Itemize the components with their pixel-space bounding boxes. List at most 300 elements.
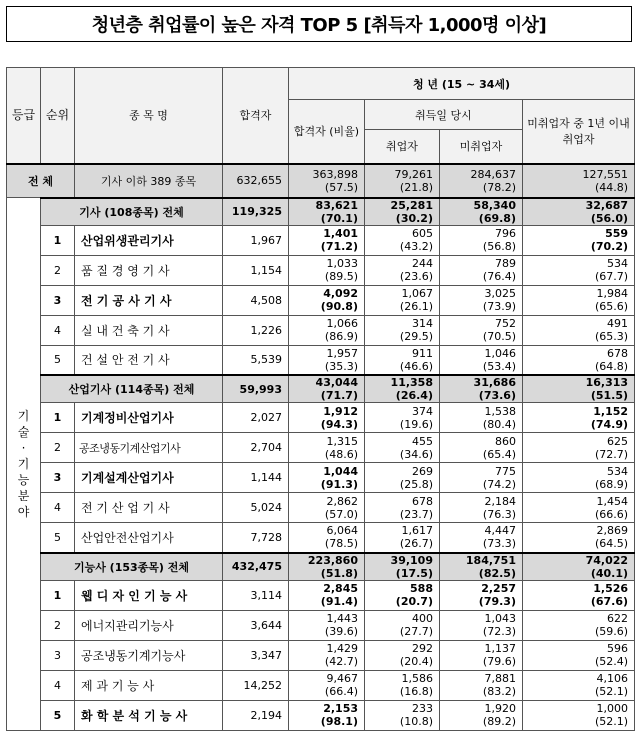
unemp-cell [440, 463, 523, 493]
unemp-cell-pct: (53.4) [482, 359, 516, 373]
item-name: 에너지관리기능사 [75, 610, 223, 640]
emp-cell-value: 400 [412, 612, 433, 625]
later-cell-value: 4,106 [596, 672, 629, 685]
item-name: 공조냉동기계산업기사 [75, 433, 223, 463]
unemp-cell-value: 1,920 [484, 702, 516, 715]
passers-cell: 3,114 [223, 580, 289, 610]
unemp-cell [440, 225, 523, 255]
table-row [7, 493, 635, 523]
group-later [523, 375, 635, 403]
total-name: 기사 이하 389 종목 [75, 164, 223, 198]
group-youth-value: 223,860 [307, 553, 358, 567]
group-emp [365, 553, 440, 581]
emp-cell-pct: (27.7) [399, 625, 433, 638]
emp-cell-value: 588 [410, 582, 433, 595]
table-row [7, 285, 635, 315]
emp-cell [365, 670, 440, 700]
group-unemp-value: 184,751 [465, 553, 516, 567]
later-cell-pct: (64.5) [594, 537, 629, 551]
rank-cell: 4 [41, 315, 75, 345]
emp-cell [365, 255, 440, 285]
later-cell [523, 580, 635, 610]
youth-cell-value: 1,315 [326, 434, 358, 448]
group-youth-value: 83,621 [315, 198, 358, 212]
later-cell [523, 255, 635, 285]
youth-cell [289, 580, 365, 610]
later-cell [523, 700, 635, 730]
emp-cell [365, 493, 440, 523]
table-row [7, 345, 635, 375]
group-row [7, 198, 635, 226]
later-cell [523, 285, 635, 315]
item-name: 실 내 건 축 기 사 [75, 315, 223, 345]
item-name: 웹 디 자 인 기 능 사 [75, 580, 223, 610]
emp-cell [365, 345, 440, 375]
unemp-cell-pct: (74.2) [482, 477, 516, 491]
youth-cell-value: 1,957 [326, 346, 358, 360]
group-unemp [440, 375, 523, 403]
rank-cell: 2 [41, 433, 75, 463]
group-unemp [440, 198, 523, 226]
emp-cell-value: 455 [412, 434, 433, 448]
youth-cell-pct: (57.0) [324, 507, 358, 521]
later-cell [523, 433, 635, 463]
later-cell [523, 315, 635, 345]
unemp-cell-pct: (56.8) [482, 240, 516, 253]
youth-cell-pct: (71.2) [320, 240, 358, 253]
emp-cell-pct: (25.8) [399, 477, 433, 491]
unemp-cell [440, 255, 523, 285]
group-passers: 59,993 [223, 375, 289, 403]
total-row [7, 164, 635, 198]
youth-cell-value: 1,401 [323, 227, 358, 240]
youth-cell [289, 700, 365, 730]
unemp-cell-pct: (73.3) [482, 537, 516, 551]
side-label [7, 198, 41, 731]
rank-cell: 5 [41, 700, 75, 730]
emp-cell [365, 433, 440, 463]
youth-cell-value: 9,467 [326, 672, 358, 685]
emp-cell-value: 269 [412, 464, 433, 478]
youth-cell [289, 255, 365, 285]
later-cell-pct: (59.6) [594, 625, 629, 638]
youth-cell-value: 1,429 [326, 642, 358, 655]
emp-cell [365, 315, 440, 345]
youth-cell-pct: (94.3) [320, 417, 358, 431]
total-unemp [440, 164, 523, 198]
rank-cell: 4 [41, 670, 75, 700]
table-row [7, 670, 635, 700]
group-youth [289, 553, 365, 581]
unemp-cell-pct: (89.2) [482, 715, 516, 728]
unemp-cell [440, 610, 523, 640]
total-unemp-value: 284,637 [470, 167, 516, 181]
unemp-cell-value: 3,025 [484, 287, 516, 300]
total-youth-value: 363,898 [312, 167, 358, 181]
youth-cell-pct: (89.5) [324, 270, 358, 283]
unemp-cell-pct: (72.3) [482, 625, 516, 638]
item-name: 기계설계산업기사 [75, 463, 223, 493]
later-cell-value: 2,869 [596, 524, 629, 538]
later-cell-value: 534 [607, 464, 629, 478]
emp-cell [365, 640, 440, 670]
table-row [7, 403, 635, 433]
youth-cell-pct: (90.8) [320, 300, 358, 313]
item-name: 산업위생관리기사 [75, 225, 223, 255]
total-unemp-pct: (78.2) [482, 180, 516, 194]
later-cell-value: 491 [607, 317, 629, 330]
passers-cell: 2,027 [223, 403, 289, 433]
later-cell-pct: (52.1) [594, 685, 629, 698]
emp-cell-value: 374 [412, 404, 433, 418]
emp-cell-value: 1,067 [401, 287, 433, 300]
later-cell-value: 534 [607, 257, 629, 270]
group-emp-pct: (26.4) [395, 389, 433, 402]
youth-cell-pct: (48.6) [324, 447, 358, 461]
table-row [7, 225, 635, 255]
unemp-cell-value: 1,046 [484, 346, 516, 360]
emp-cell [365, 463, 440, 493]
later-employed-header: 미취업자 중 1년 이내 취업자 [523, 100, 635, 164]
youth-cell [289, 285, 365, 315]
youth-cell-value: 2,845 [323, 582, 358, 595]
passers-cell: 1,144 [223, 463, 289, 493]
emp-cell-value: 314 [412, 317, 433, 330]
group-emp-pct: (30.2) [395, 211, 433, 225]
passers-cell: 14,252 [223, 670, 289, 700]
emp-cell-pct: (20.7) [395, 595, 433, 608]
group-later-pct: (56.0) [590, 211, 629, 225]
unemp-cell [440, 700, 523, 730]
youth-cell-value: 2,862 [326, 494, 358, 508]
group-later [523, 553, 635, 581]
unemp-cell-value: 2,184 [484, 494, 516, 508]
rank-cell: 5 [41, 523, 75, 553]
passers-header: 합격자 [223, 68, 289, 164]
item-name: 화 학 분 석 기 능 사 [75, 700, 223, 730]
later-cell-pct: (72.7) [594, 447, 629, 461]
item-name: 산업안전산업기사 [75, 523, 223, 553]
later-cell-pct: (52.1) [594, 715, 629, 728]
later-cell [523, 463, 635, 493]
group-later-pct: (40.1) [590, 566, 629, 580]
youth-cell-pct: (91.3) [320, 477, 358, 491]
youth-passers-header: 합격자 (비율) [289, 100, 365, 164]
youth-cell-pct: (39.6) [324, 625, 358, 638]
later-cell-pct: (70.2) [590, 240, 629, 253]
page-title: 청년층 취업률이 높은 자격 TOP 5 [취득자 1,000명 이상] [6, 6, 632, 42]
unemp-cell [440, 315, 523, 345]
emp-cell-pct: (26.1) [399, 300, 433, 313]
rank-cell: 3 [41, 640, 75, 670]
passers-cell: 5,539 [223, 345, 289, 375]
item-name: 제 과 기 능 사 [75, 670, 223, 700]
unemp-cell [440, 640, 523, 670]
youth-cell [289, 225, 365, 255]
emp-cell-value: 244 [412, 257, 433, 270]
certification-table [6, 67, 635, 731]
later-cell-value: 1,454 [596, 494, 629, 508]
group-name: 산업기사 (114종목) 전체 [41, 375, 223, 403]
group-emp [365, 375, 440, 403]
total-emp-pct: (21.8) [399, 180, 433, 194]
table-row [7, 315, 635, 345]
total-later-value: 127,551 [582, 167, 629, 181]
table-row [7, 580, 635, 610]
unemp-cell [440, 285, 523, 315]
emp-cell-value: 1,617 [401, 524, 433, 538]
group-youth [289, 198, 365, 226]
later-cell-value: 625 [607, 434, 629, 448]
youth-cell-pct: (42.7) [324, 655, 358, 668]
youth-cell [289, 403, 365, 433]
emp-cell-pct: (43.2) [399, 240, 433, 253]
emp-cell [365, 580, 440, 610]
youth-cell-pct: (98.1) [320, 715, 358, 728]
youth-cell-value: 1,066 [326, 317, 358, 330]
youth-cell-pct: (78.5) [324, 537, 358, 551]
later-cell-value: 622 [607, 612, 629, 625]
item-name: 품 질 경 영 기 사 [75, 255, 223, 285]
youth-cell [289, 610, 365, 640]
rank-cell: 2 [41, 610, 75, 640]
unemp-cell [440, 580, 523, 610]
table-row [7, 700, 635, 730]
unemp-cell-pct: (83.2) [482, 685, 516, 698]
youth-cell-value: 4,092 [323, 287, 358, 300]
emp-cell-pct: (16.8) [399, 685, 433, 698]
unemp-cell [440, 345, 523, 375]
unemp-cell-pct: (70.5) [482, 330, 516, 343]
later-cell-value: 1,526 [593, 582, 629, 595]
rank-cell: 5 [41, 345, 75, 375]
emp-cell-value: 605 [412, 227, 433, 240]
emp-cell-value: 233 [412, 702, 433, 715]
later-cell [523, 225, 635, 255]
later-cell [523, 610, 635, 640]
youth-header: 청 년 (15 ~ 34세) [289, 68, 635, 100]
unemp-cell [440, 670, 523, 700]
total-later-pct: (44.8) [594, 180, 629, 194]
youth-cell [289, 345, 365, 375]
unemp-cell-value: 7,881 [484, 672, 516, 685]
emp-cell [365, 523, 440, 553]
emp-cell-pct: (23.7) [399, 507, 433, 521]
unemp-cell-value: 796 [495, 227, 516, 240]
youth-cell-value: 1,033 [326, 257, 358, 270]
emp-cell-value: 911 [412, 346, 433, 360]
group-later-value: 74,022 [585, 553, 629, 567]
emp-cell [365, 610, 440, 640]
table-row [7, 523, 635, 553]
youth-cell [289, 433, 365, 463]
total-emp-value: 79,261 [394, 167, 433, 181]
table-row [7, 463, 635, 493]
unemp-cell-pct: (79.3) [478, 595, 516, 608]
item-name: 전 기 산 업 기 사 [75, 493, 223, 523]
group-youth-pct: (51.8) [320, 566, 358, 580]
later-cell-pct: (65.6) [594, 300, 629, 313]
youth-cell [289, 640, 365, 670]
passers-cell: 5,024 [223, 493, 289, 523]
later-cell [523, 403, 635, 433]
emp-cell [365, 403, 440, 433]
group-youth-pct: (70.1) [320, 211, 358, 225]
youth-cell-value: 6,064 [326, 524, 358, 538]
emp-cell-value: 678 [412, 494, 433, 508]
total-youth-pct: (57.5) [324, 180, 358, 194]
rank-cell: 3 [41, 463, 75, 493]
later-cell [523, 670, 635, 700]
emp-cell-pct: (29.5) [399, 330, 433, 343]
group-emp-value: 39,109 [390, 553, 433, 567]
youth-cell-value: 1,912 [323, 404, 358, 418]
later-cell-value: 678 [607, 346, 629, 360]
unemployed-header: 미취업자 [440, 130, 523, 164]
passers-cell: 2,704 [223, 433, 289, 463]
later-cell-pct: (66.6) [594, 507, 629, 521]
group-row [7, 375, 635, 403]
group-youth-pct: (71.7) [320, 389, 358, 402]
total-emp [365, 164, 440, 198]
later-cell-value: 1,000 [596, 702, 629, 715]
passers-cell: 2,194 [223, 700, 289, 730]
later-cell-pct: (52.4) [594, 655, 629, 668]
group-row [7, 553, 635, 581]
total-passers: 632,655 [223, 164, 289, 198]
group-emp [365, 198, 440, 226]
unemp-cell-pct: (80.4) [482, 417, 516, 431]
group-later-pct: (51.5) [590, 389, 629, 402]
group-unemp-pct: (69.8) [478, 211, 516, 225]
item-name: 기계정비산업기사 [75, 403, 223, 433]
item-name: 공조냉동기계기능사 [75, 640, 223, 670]
later-cell-value: 559 [605, 227, 629, 240]
youth-cell [289, 463, 365, 493]
passers-cell: 1,967 [223, 225, 289, 255]
group-name: 기사 (108종목) 전체 [41, 198, 223, 226]
rank-cell: 1 [41, 403, 75, 433]
emp-cell-pct: (34.6) [399, 447, 433, 461]
group-unemp-pct: (82.5) [478, 566, 516, 580]
group-later-value: 16,313 [585, 376, 629, 389]
emp-cell [365, 700, 440, 730]
total-label: 전 체 [7, 164, 75, 198]
unemp-cell-value: 4,447 [484, 524, 516, 538]
unemp-cell-pct: (65.4) [482, 447, 516, 461]
emp-cell-pct: (19.6) [399, 417, 433, 431]
unemp-cell-pct: (76.3) [482, 507, 516, 521]
rank-cell: 1 [41, 225, 75, 255]
later-cell-pct: (74.9) [590, 417, 629, 431]
unemp-cell-value: 1,538 [484, 404, 516, 418]
later-cell-value: 1,152 [593, 404, 629, 418]
passers-cell: 3,644 [223, 610, 289, 640]
total-later [523, 164, 635, 198]
youth-cell [289, 493, 365, 523]
unemp-cell [440, 433, 523, 463]
youth-cell-value: 1,044 [323, 464, 358, 478]
emp-cell-value: 292 [412, 642, 433, 655]
emp-cell [365, 285, 440, 315]
group-unemp-value: 31,686 [473, 376, 516, 389]
passers-cell: 1,226 [223, 315, 289, 345]
unemp-cell [440, 523, 523, 553]
rank-cell: 4 [41, 493, 75, 523]
side-label-text: 기술·기능 분야 [17, 408, 30, 519]
emp-cell-pct: (46.6) [399, 359, 433, 373]
later-cell-pct: (68.9) [594, 477, 629, 491]
emp-cell-value: 1,586 [401, 672, 433, 685]
group-youth-value: 43,044 [315, 376, 358, 389]
emp-cell-pct: (10.8) [399, 715, 433, 728]
later-cell [523, 523, 635, 553]
later-cell [523, 493, 635, 523]
unemp-cell-value: 860 [495, 434, 516, 448]
later-cell-pct: (67.6) [590, 595, 629, 608]
youth-cell-pct: (66.4) [324, 685, 358, 698]
grade-header: 등급 [7, 68, 41, 164]
table-row [7, 433, 635, 463]
youth-cell-pct: (91.4) [320, 595, 358, 608]
unemp-cell-value: 789 [495, 257, 516, 270]
later-cell-pct: (67.7) [594, 270, 629, 283]
youth-cell [289, 670, 365, 700]
youth-cell-pct: (86.9) [324, 330, 358, 343]
table-row [7, 255, 635, 285]
unemp-cell-pct: (79.6) [482, 655, 516, 668]
youth-cell [289, 315, 365, 345]
youth-cell [289, 523, 365, 553]
youth-cell-pct: (35.3) [324, 359, 358, 373]
unemp-cell-pct: (73.9) [482, 300, 516, 313]
group-passers: 432,475 [223, 553, 289, 581]
group-unemp [440, 553, 523, 581]
passers-cell: 4,508 [223, 285, 289, 315]
unemp-cell-value: 1,043 [484, 612, 516, 625]
later-cell-value: 1,984 [596, 287, 629, 300]
unemp-cell-value: 752 [495, 317, 516, 330]
at-acquisition-header: 취득일 당시 [365, 100, 523, 130]
table-row [7, 610, 635, 640]
rank-cell: 3 [41, 285, 75, 315]
table-row [7, 640, 635, 670]
group-emp-pct: (17.5) [395, 566, 433, 580]
emp-cell-pct: (20.4) [399, 655, 433, 668]
rank-cell: 1 [41, 580, 75, 610]
later-cell [523, 640, 635, 670]
emp-cell-pct: (26.7) [399, 537, 433, 551]
item-name-header: 종 목 명 [75, 68, 223, 164]
passers-cell: 7,728 [223, 523, 289, 553]
unemp-cell-value: 2,257 [481, 582, 516, 595]
employed-header: 취업자 [365, 130, 440, 164]
unemp-cell-pct: (76.4) [482, 270, 516, 283]
item-name: 건 설 안 전 기 사 [75, 345, 223, 375]
group-later [523, 198, 635, 226]
passers-cell: 1,154 [223, 255, 289, 285]
group-emp-value: 25,281 [390, 198, 433, 212]
group-youth [289, 375, 365, 403]
later-cell [523, 345, 635, 375]
group-later-value: 32,687 [585, 198, 629, 212]
group-passers: 119,325 [223, 198, 289, 226]
passers-cell: 3,347 [223, 640, 289, 670]
later-cell-pct: (65.3) [594, 330, 629, 343]
unemp-cell [440, 403, 523, 433]
group-unemp-value: 58,340 [473, 198, 516, 212]
unemp-cell [440, 493, 523, 523]
